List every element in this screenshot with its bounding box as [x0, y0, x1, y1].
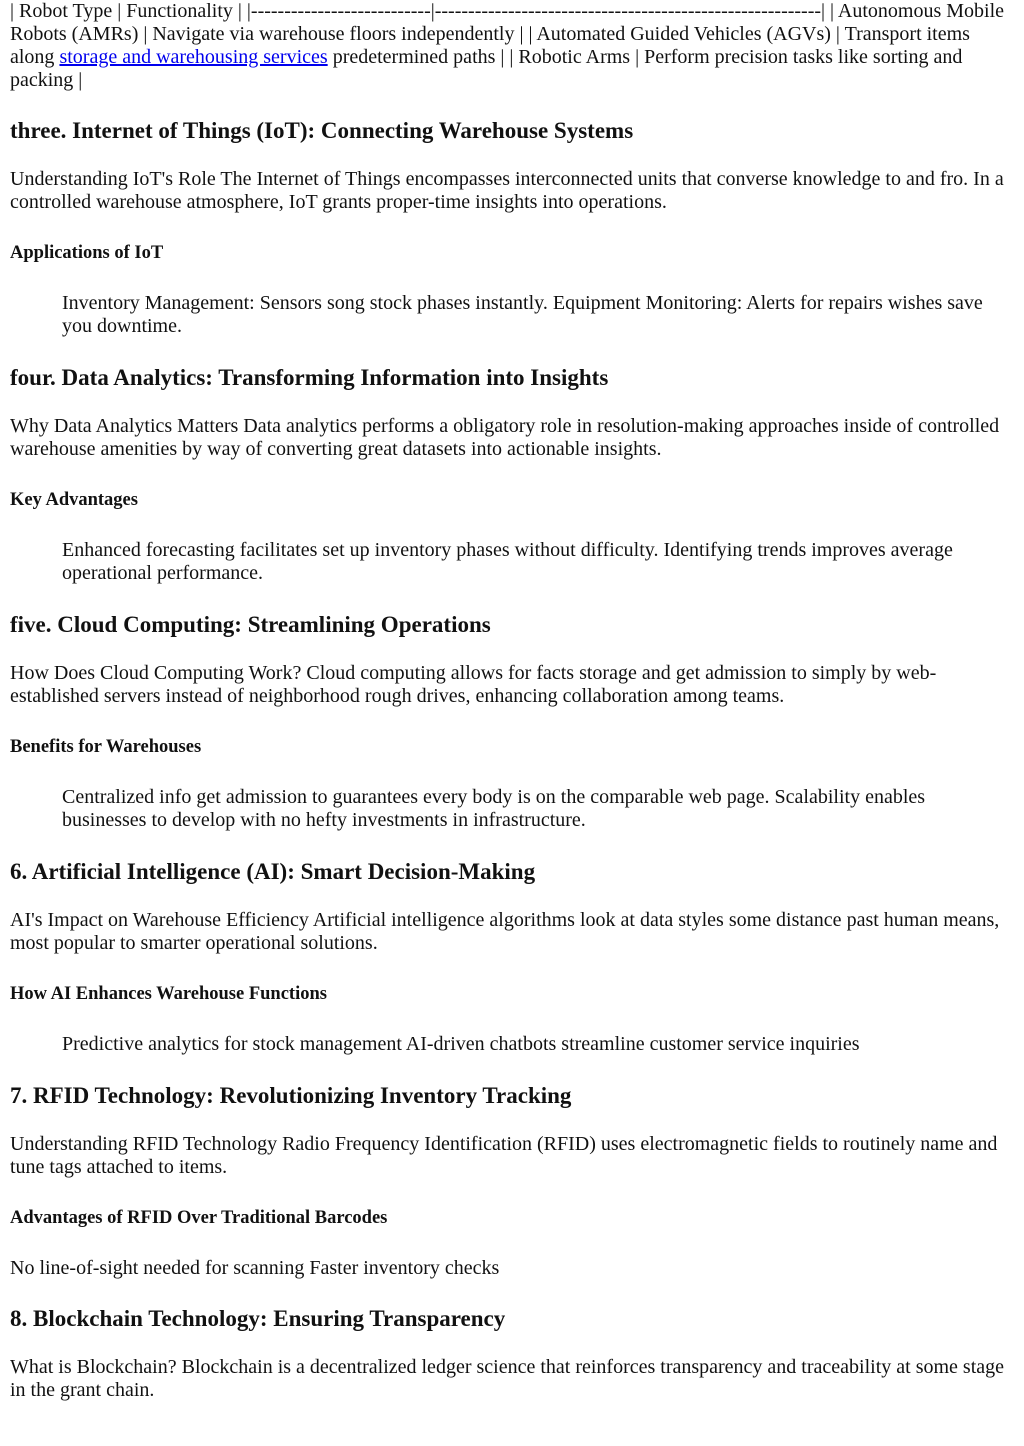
section-paragraph: Why Data Analytics Matters Data analytics performs a obligatory role in resolution-making approaches inside of controlled warehouse amenities by way of converting great datasets into actionable insights. — [10, 415, 1000, 460]
section-heading-cloud: five. Cloud Computing: Streamlining Operations — [10, 612, 491, 637]
section-subheading: Advantages of RFID Over Traditional Barcodes — [10, 1208, 388, 1228]
storage-warehousing-link[interactable]: storage and warehousing services — [59, 46, 328, 68]
section-paragraph: How Does Cloud Computing Work? Cloud computing allows for facts storage and get admission to simply by web-established servers instead of neighborhood rough drives, enhancing collaboration among teams. — [10, 662, 937, 707]
section-heading-ai: 6. Artificial Intelligence (AI): Smart Decision-Making — [10, 859, 536, 884]
intro-text: | Robot Type | Functionality | |---------------------------|----------------------------------------------------------| | Autonomous Mobile Robots (AMRs) | Navigate via warehouse floors independently | | Automated Guided Vehicles (AGVs) | Transport items along — [10, 0, 1005, 68]
section-quote: Enhanced forecasting facilitates set up inventory phases without difficulty. Identifying trends improves average operational performance. — [62, 539, 953, 584]
section-quote: Inventory Management: Sensors song stock phases instantly. Equipment Monitoring: Alerts for repairs wishes save you downtime. — [62, 292, 983, 337]
section-paragraph: Understanding IoT's Role The Internet of Things encompasses interconnected units that converse knowledge to and fro. In a controlled warehouse atmosphere, IoT grants proper-time insights into operations. — [10, 168, 1004, 213]
section-subheading: Key Advantages — [10, 490, 138, 510]
section-heading-rfid: 7. RFID Technology: Revolutionizing Inventory Tracking — [10, 1083, 572, 1108]
section-paragraph: No line-of-sight needed for scanning Faster inventory checks — [10, 1257, 500, 1279]
intro-text-end: predetermined paths | | Robotic Arms | Perform precision tasks like sorting and packing | — [10, 46, 963, 91]
section-paragraph: Understanding RFID Technology Radio Frequency Identification (RFID) uses electromagnetic fields to routinely name and tune tags attached to items. — [10, 1133, 998, 1178]
section-subheading: Benefits for Warehouses — [10, 737, 202, 757]
section-subheading: Applications of IoT — [10, 243, 164, 263]
section-paragraph: AI's Impact on Warehouse Efficiency Artificial intelligence algorithms look at data styles some distance past human means, most popular to smarter operational solutions. — [10, 909, 1000, 954]
section-heading-blockchain: 8. Blockchain Technology: Ensuring Transparency — [10, 1306, 506, 1331]
section-quote: Predictive analytics for stock management AI-driven chatbots streamline customer service inquiries — [62, 1033, 860, 1055]
section-paragraph: What is Blockchain? Blockchain is a decentralized ledger science that reinforces transparency and traceability at some stage in the grant chain. — [10, 1356, 1005, 1401]
section-heading-data-analytics: four. Data Analytics: Transforming Information into Insights — [10, 365, 609, 390]
robot-table-text — [10, 0, 1012, 92]
section-heading-iot: three. Internet of Things (IoT): Connecting Warehouse Systems — [10, 118, 634, 143]
section-subheading: How AI Enhances Warehouse Functions — [10, 984, 327, 1004]
section-quote: Centralized info get admission to guarantees every body is on the comparable web page. Scalability enables businesses to develop with no hefty investments in infrastructure. — [62, 786, 926, 831]
